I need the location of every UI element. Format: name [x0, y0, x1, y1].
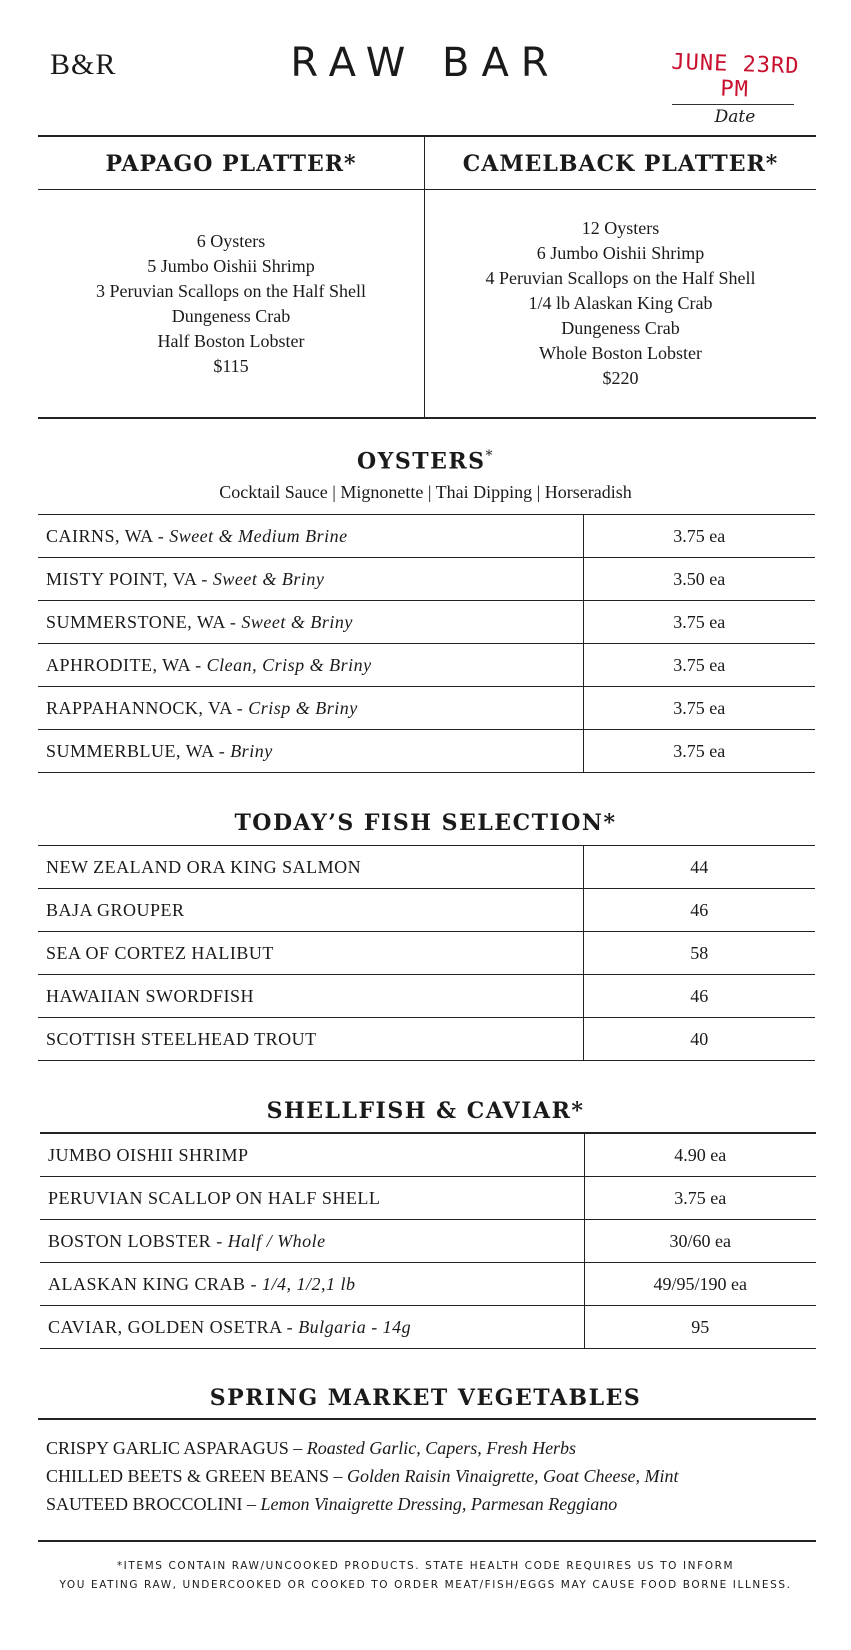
shellfish-rows [40, 1133, 816, 1349]
vegetables-title: SPRING MARKET VEGETABLES [209, 1385, 642, 1411]
item-name: CAVIAR, GOLDEN OSETRA - [48, 1316, 299, 1337]
list-item [46, 1434, 678, 1462]
item-desc: Bulgaria - 14g [298, 1316, 412, 1337]
item-name-cell [38, 730, 583, 773]
platter-item: Dungeness Crab [561, 318, 680, 338]
item-name: APHRODITE, WA - [46, 654, 207, 675]
platter-item: 1/4 lb Alaskan King Crab [528, 293, 713, 313]
date-field [660, 49, 810, 127]
oysters-title-text: OYSTERS [356, 448, 486, 475]
table-row [38, 558, 815, 601]
veg-desc: Golden Raisin Vinaigrette, Goat Cheese, Mint [347, 1466, 679, 1486]
oysters-table [38, 514, 815, 773]
item-name: MISTY POINT, VA - [46, 568, 213, 589]
item-name: SCOTTISH STEELHEAD TROUT [38, 1018, 583, 1061]
item-desc: Crisp & Briny [248, 697, 358, 718]
table-row [38, 846, 815, 889]
shellfish-asterisk: * [571, 1098, 585, 1124]
restaurant-logo: B&R [50, 48, 117, 81]
item-price: 49/95/190 ea [584, 1263, 816, 1306]
veg-name: SAUTEED BROCCOLINI – [46, 1494, 261, 1514]
item-name-cell [40, 1133, 584, 1177]
item-name-cell [40, 1263, 584, 1306]
table-row [40, 1220, 816, 1263]
item-desc: Briny [230, 740, 273, 761]
veg-name: CRISPY GARLIC ASPARAGUS – [46, 1438, 307, 1458]
item-price: 3.75 ea [583, 687, 815, 730]
item-name-cell [38, 558, 583, 601]
platter-item: 6 Jumbo Oishii Shrimp [536, 243, 705, 263]
table-row [38, 932, 815, 975]
item-name: HAWAIIAN SWORDFISH [38, 975, 583, 1018]
platter-title-camelback: CAMELBACK PLATTER* [462, 151, 779, 177]
footnote-line: *ITEMS CONTAIN RAW/UNCOOKED PRODUCTS. STATE HEALTH CODE REQUIRES US TO INFORM [116, 1560, 735, 1572]
item-price: 40 [583, 1018, 815, 1061]
item-price: 3.75 ea [583, 515, 815, 558]
platter-items-papago [38, 229, 424, 379]
table-row [40, 1263, 816, 1306]
platter-item: 5 Jumbo Oishii Shrimp [147, 256, 315, 276]
item-name-cell [40, 1306, 584, 1349]
table-row [40, 1177, 816, 1220]
item-price: 3.75 ea [583, 730, 815, 773]
table-row [40, 1133, 816, 1177]
item-price: 30/60 ea [584, 1220, 816, 1263]
oysters-title [0, 448, 851, 474]
platter-item: 12 Oysters [581, 218, 660, 238]
item-name: SUMMERSTONE, WA - [46, 611, 242, 632]
shellfish-title-text: SHELLFISH & CAVIAR [266, 1098, 572, 1124]
platter-price: $220 [602, 368, 639, 388]
oysters-rows [38, 515, 815, 773]
item-desc: Sweet & Briny [241, 611, 353, 632]
shellfish-table [40, 1132, 816, 1349]
item-price: 4.90 ea [584, 1133, 816, 1177]
platter-price: $115 [213, 356, 249, 376]
vegetables-list [38, 1434, 678, 1518]
item-name: PERUVIAN SCALLOP ON HALF SHELL [48, 1187, 381, 1208]
veg-name: CHILLED BEETS & GREEN BEANS – [46, 1466, 347, 1486]
item-desc: Sweet & Briny [212, 568, 325, 589]
item-name: BAJA GROUPER [38, 889, 583, 932]
footnote-line: YOU EATING RAW, UNDERCOOKED OR COOKED TO ORDER MEAT/FISH/EGGS MAY CAUSE FOOD BORNE ILLNESS. [59, 1579, 792, 1591]
item-name: CAIRNS, WA - [46, 525, 170, 546]
table-row [38, 687, 815, 730]
table-row [38, 515, 815, 558]
platter-item: Half Boston Lobster [157, 331, 305, 351]
veg-desc: Lemon Vinaigrette Dressing, Parmesan Reggiano [260, 1494, 618, 1514]
item-name: NEW ZEALAND ORA KING SALMON [38, 846, 583, 889]
item-desc: Clean, Crisp & Briny [206, 654, 372, 675]
platter-item: 6 Oysters [196, 231, 266, 251]
item-price: 46 [583, 975, 815, 1018]
item-name-cell [38, 601, 583, 644]
table-row [40, 1306, 816, 1349]
platter-item: Whole Boston Lobster [539, 343, 702, 363]
table-row [38, 889, 815, 932]
item-price: 58 [583, 932, 815, 975]
item-price: 95 [584, 1306, 816, 1349]
item-name: JUMBO OISHII SHRIMP [48, 1144, 249, 1165]
item-name-cell [38, 644, 583, 687]
oysters-asterisk: * [485, 448, 495, 464]
item-name-cell [38, 515, 583, 558]
item-desc: Sweet & Medium Brine [169, 525, 348, 546]
fish-table [38, 845, 815, 1061]
platter-items-camelback [425, 216, 816, 391]
item-price: 46 [583, 889, 815, 932]
list-item [46, 1462, 678, 1490]
fish-title-text: TODAY’S FISH SELECTION [234, 810, 604, 836]
item-name-cell [38, 687, 583, 730]
item-name: BOSTON LOBSTER - [48, 1230, 228, 1251]
platters-header-divider [38, 189, 816, 190]
table-row [38, 1018, 815, 1061]
table-row [38, 644, 815, 687]
oysters-sauces: Cocktail Sauce | Mignonette | Thai Dipping | Horseradish [219, 482, 632, 502]
shellfish-title [0, 1098, 851, 1124]
item-price: 3.75 ea [583, 601, 815, 644]
item-price: 3.75 ea [583, 644, 815, 687]
item-name: SEA OF CORTEZ HALIBUT [38, 932, 583, 975]
platter-item: 4 Peruvian Scallops on the Half Shell [485, 268, 756, 288]
vegetables-box [38, 1418, 816, 1542]
list-item [46, 1490, 678, 1518]
item-price: 3.50 ea [583, 558, 815, 601]
platter-item: Dungeness Crab [171, 306, 291, 326]
item-desc: Half / Whole [227, 1230, 326, 1251]
item-price: 3.75 ea [584, 1177, 816, 1220]
item-desc: 1/4, 1/2,1 lb [262, 1273, 356, 1294]
table-row [38, 730, 815, 773]
fish-asterisk: * [603, 810, 617, 836]
item-name: SUMMERBLUE, WA - [46, 740, 231, 761]
date-underline [672, 104, 794, 105]
item-price: 44 [583, 846, 815, 889]
fish-title [0, 810, 851, 836]
date-value: JUNE 23RD PM [670, 49, 800, 103]
table-row [38, 975, 815, 1018]
item-name-cell [40, 1220, 584, 1263]
platter-title-papago: PAPAGO PLATTER* [105, 151, 357, 177]
fish-rows [38, 846, 815, 1061]
page-title: RAW BAR [290, 40, 561, 86]
item-name-cell [40, 1177, 584, 1220]
platter-item: 3 Peruvian Scallops on the Half Shell [96, 281, 366, 301]
veg-desc: Roasted Garlic, Capers, Fresh Herbs [306, 1438, 577, 1458]
item-name: RAPPAHANNOCK, VA - [46, 697, 249, 718]
footnote [0, 1557, 851, 1595]
platters-box [38, 135, 816, 419]
table-row [38, 601, 815, 644]
item-name: ALASKAN KING CRAB - [48, 1273, 263, 1294]
date-label: Date [714, 107, 756, 127]
